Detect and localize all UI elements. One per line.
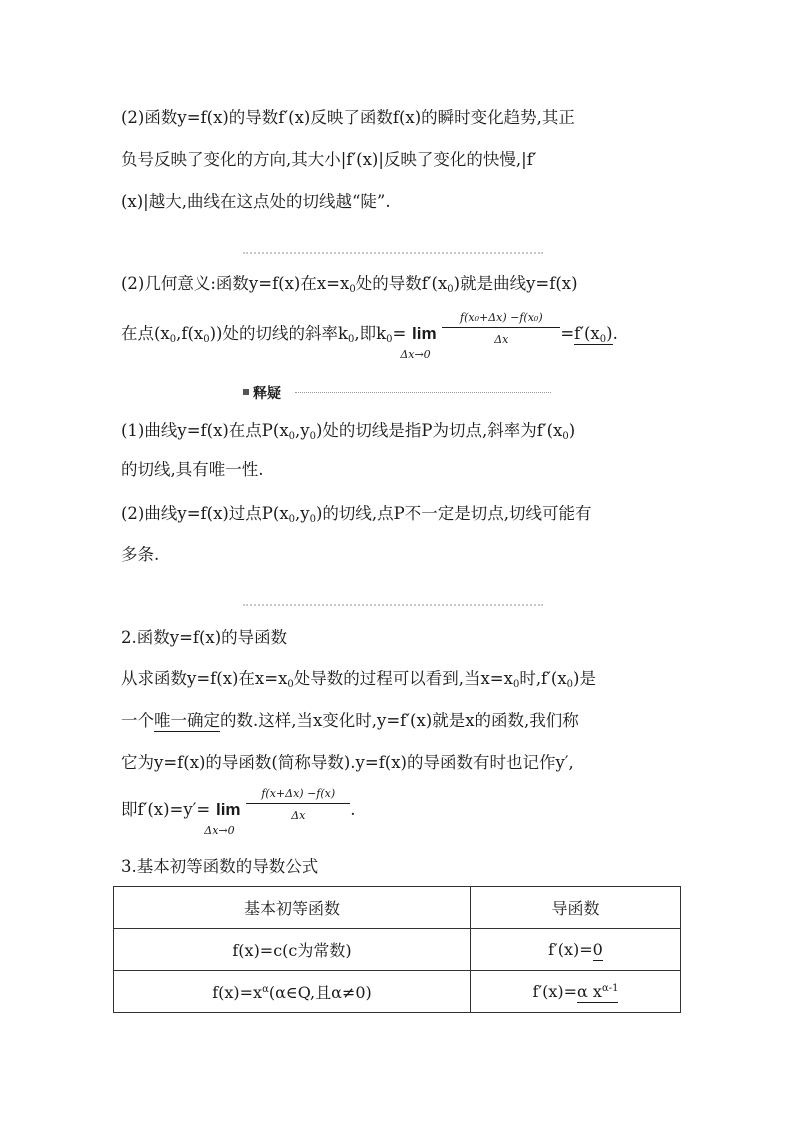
table-header-row <box>114 887 681 929</box>
shiyi-label: 释疑 <box>253 386 281 402</box>
table-cell: f′(x)=α $x^{\alpha-1}$ <box>471 971 681 1013</box>
dotted-rule <box>295 392 551 393</box>
paragraph-derivative-trend-2: 负号反映了变化的方向,其大小|f′(x)|反映了变化的快慢,|f′ <box>121 150 537 169</box>
paragraph-derived-function-3: 它为y=f(x)的导函数(简称导数).y=f(x)的导函数有时也记作y′, <box>121 753 574 772</box>
underlined-answer: α $x^{\alpha-1}$ <box>577 982 619 1001</box>
table-header-cell: 导函数 <box>471 887 681 929</box>
paragraph-derived-function-2: 一个唯一确定的数.这样,当x变化时,y=f′(x)就是x的函数,我们称 <box>121 711 579 730</box>
limit-operator: lim Δx→0 <box>400 324 437 361</box>
table-cell: f(x)=c(c为常数) <box>114 929 471 971</box>
heading-derived-function: 2.函数y=f(x)的导函数 <box>121 628 288 647</box>
table-row <box>114 971 681 1013</box>
paragraph-geometric-meaning: (2)几何意义:函数y=f(x)在$x=x_0$处的导数$f'(x_0)$就是曲线y=f(x) <box>121 274 578 295</box>
underlined-answer: 0 <box>592 940 603 959</box>
table-header-cell: 基本初等函数 <box>114 887 471 929</box>
dotted-divider-2 <box>243 604 543 606</box>
derivative-formula-table <box>113 886 681 1013</box>
paragraph-derived-function: 从求函数y=f(x)在$x=x_0$处导数的过程可以看到,当$x=x_0$时$,f'(x_0)$是 <box>121 669 596 690</box>
paragraph-tangent-at-point-2: 的切线,具有唯一性. <box>121 460 264 479</box>
answer-fprime-x0: $f'(x_0)$ <box>574 324 613 345</box>
paragraph-tangent-at-point: (1)曲线y=f(x)在点$P(x_0,y_0)$处的切线是指P为切点,斜率为$f'(x_0)$ <box>121 421 576 442</box>
table-cell: f′(x)=0 <box>471 929 681 971</box>
underlined-unique-value: 唯一确定 <box>154 711 220 730</box>
paragraph-derivative-trend-3: (x)|越大,曲线在这点处的切线越“陡”. <box>121 192 391 211</box>
formula-derived-function: 即f′(x)=y′= lim Δx→0 $\frac{f(x+\Delta x) -f(x)}{\Delta x}$ . <box>121 787 356 837</box>
square-bullet-icon <box>243 389 249 395</box>
formula-tangent-slope: 在点$(x_0,f(x_0))$处的切线的斜率$k_0$,即$k_0= \lim$ Δx→0 $\frac{\text{f(x₀+Δx) −f(x₀)}}{\Delta x}$ $=f'(x_0)$. <box>121 311 618 361</box>
table-row <box>114 929 681 971</box>
paragraph-tangent-through-point: (2)曲线y=f(x)过点$P(x_0,y_0)$的切线,点P不一定是切点,切线可能有 <box>121 504 592 525</box>
heading-derivative-formulas: 3.基本初等函数的导数公式 <box>121 857 319 876</box>
paragraph-derivative-trend: (2)函数y=f(x)的导数f′(x)反映了函数f(x)的瞬时变化趋势,其正 <box>121 108 575 127</box>
paragraph-tangent-through-point-2: 多条. <box>121 545 160 564</box>
dotted-divider <box>243 252 543 254</box>
limit-operator-2: lim Δx→0 <box>204 800 241 837</box>
section-header-shiyi <box>243 384 551 402</box>
table-cell: $f(x)=x^\alpha(\alpha\in Q$,且α≠0) <box>114 971 471 1013</box>
